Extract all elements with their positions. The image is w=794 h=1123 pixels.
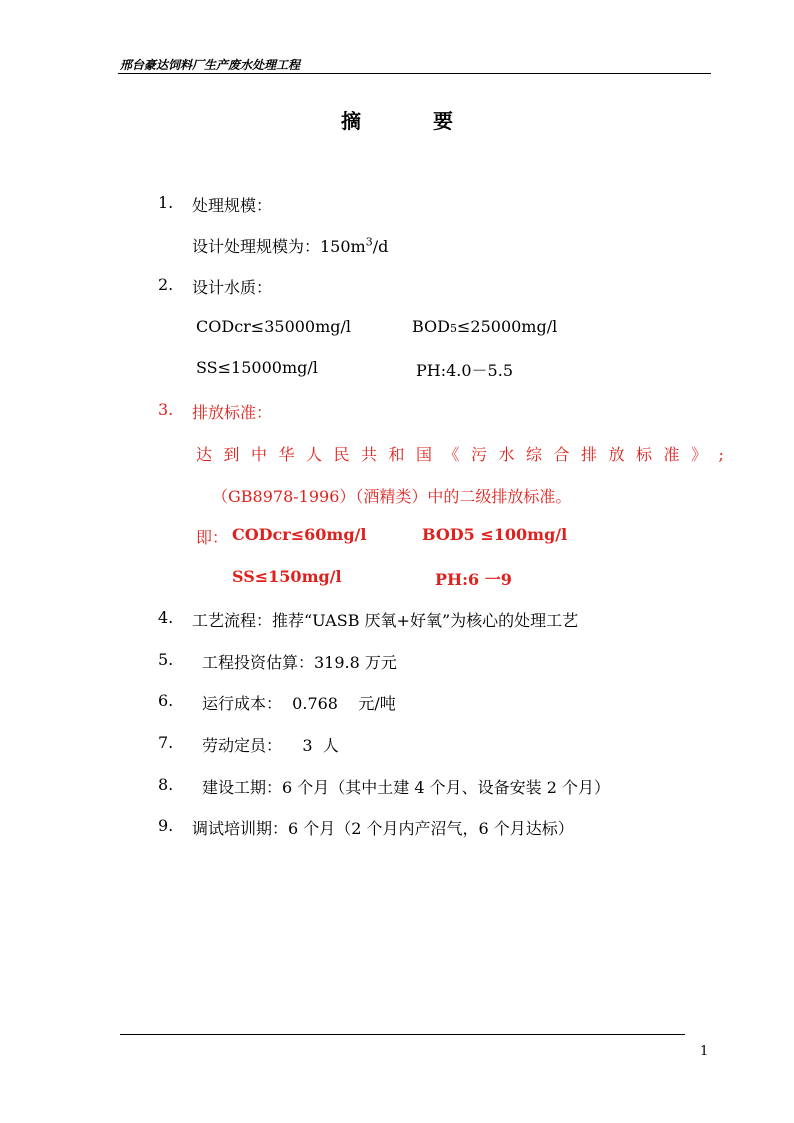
item-3-ss: SS≤150mg/l: [232, 567, 342, 586]
item-3-number: 3.: [158, 400, 174, 419]
item-8-text: 建设工期：6 个月（其中土建 4 个月、设备安装 2 个月）: [202, 778, 610, 797]
item-2-label: 设计水质：: [192, 278, 273, 297]
header-divider: [118, 73, 711, 74]
item-1-detail-suffix: /d: [372, 237, 389, 256]
item-7-text: 劳动定员： 3 人: [202, 736, 339, 755]
item-8-number: 8.: [158, 775, 174, 794]
item-2-cod: CODcr≤35000mg/l: [196, 317, 352, 336]
item-2-ss: SS≤15000mg/l: [196, 358, 318, 377]
item-1-detail-sup: 3: [365, 235, 373, 249]
item-5-text: 工程投资估算：319.8 万元: [202, 653, 397, 672]
item-3-line2: （GB8978-1996）（酒精类）中的二级排放标准。: [212, 487, 572, 506]
page-number: 1: [700, 1044, 709, 1059]
item-6-number: 6.: [158, 691, 174, 710]
item-3-bod: BOD5 ≤100mg/l: [422, 525, 568, 544]
item-2-bod-sub: 5: [450, 322, 457, 335]
item-3-line1: 达到中华人民共和国《污水综合排放标准》;: [196, 445, 736, 464]
running-header: 邢台豪达饲料厂生产废水处理工程: [120, 58, 301, 72]
item-3-cod: CODcr≤60mg/l: [232, 525, 367, 544]
title-char-1: 摘: [341, 109, 361, 133]
item-5-number: 5.: [158, 650, 174, 669]
item-2-number: 2.: [158, 275, 174, 294]
item-2-ph: PH:4.0－5.5: [416, 361, 514, 380]
item-1-label: 处理规模：: [192, 196, 273, 215]
item-9-number: 9.: [158, 816, 174, 835]
item-1-detail-prefix: 设计处理规模为：150m: [192, 237, 366, 256]
item-6-text: 运行成本： 0.768 元/吨: [202, 694, 396, 713]
item-4-number: 4.: [158, 608, 174, 627]
item-3-label: 排放标准：: [192, 403, 273, 422]
item-1-number: 1.: [158, 193, 174, 212]
footer-divider: [120, 1034, 685, 1035]
item-1-detail: [192, 234, 388, 257]
item-2-bod-prefix: BOD: [412, 317, 450, 336]
item-3-prefix: 即：: [196, 528, 229, 547]
item-4-text: 工艺流程：推荐“UASB 厌氧+好氧”为核心的处理工艺: [192, 611, 579, 630]
item-9-text: 调试培训期：6 个月（2 个月内产沼气，6 个月达标）: [192, 819, 574, 838]
item-2-bod-suffix: ≤25000mg/l: [457, 317, 558, 336]
page-title: [0, 105, 794, 134]
item-3-ph: PH:6 一9: [435, 570, 512, 589]
item-2-bod: [412, 317, 557, 336]
title-char-2: 要: [433, 109, 453, 133]
item-7-number: 7.: [158, 733, 174, 752]
